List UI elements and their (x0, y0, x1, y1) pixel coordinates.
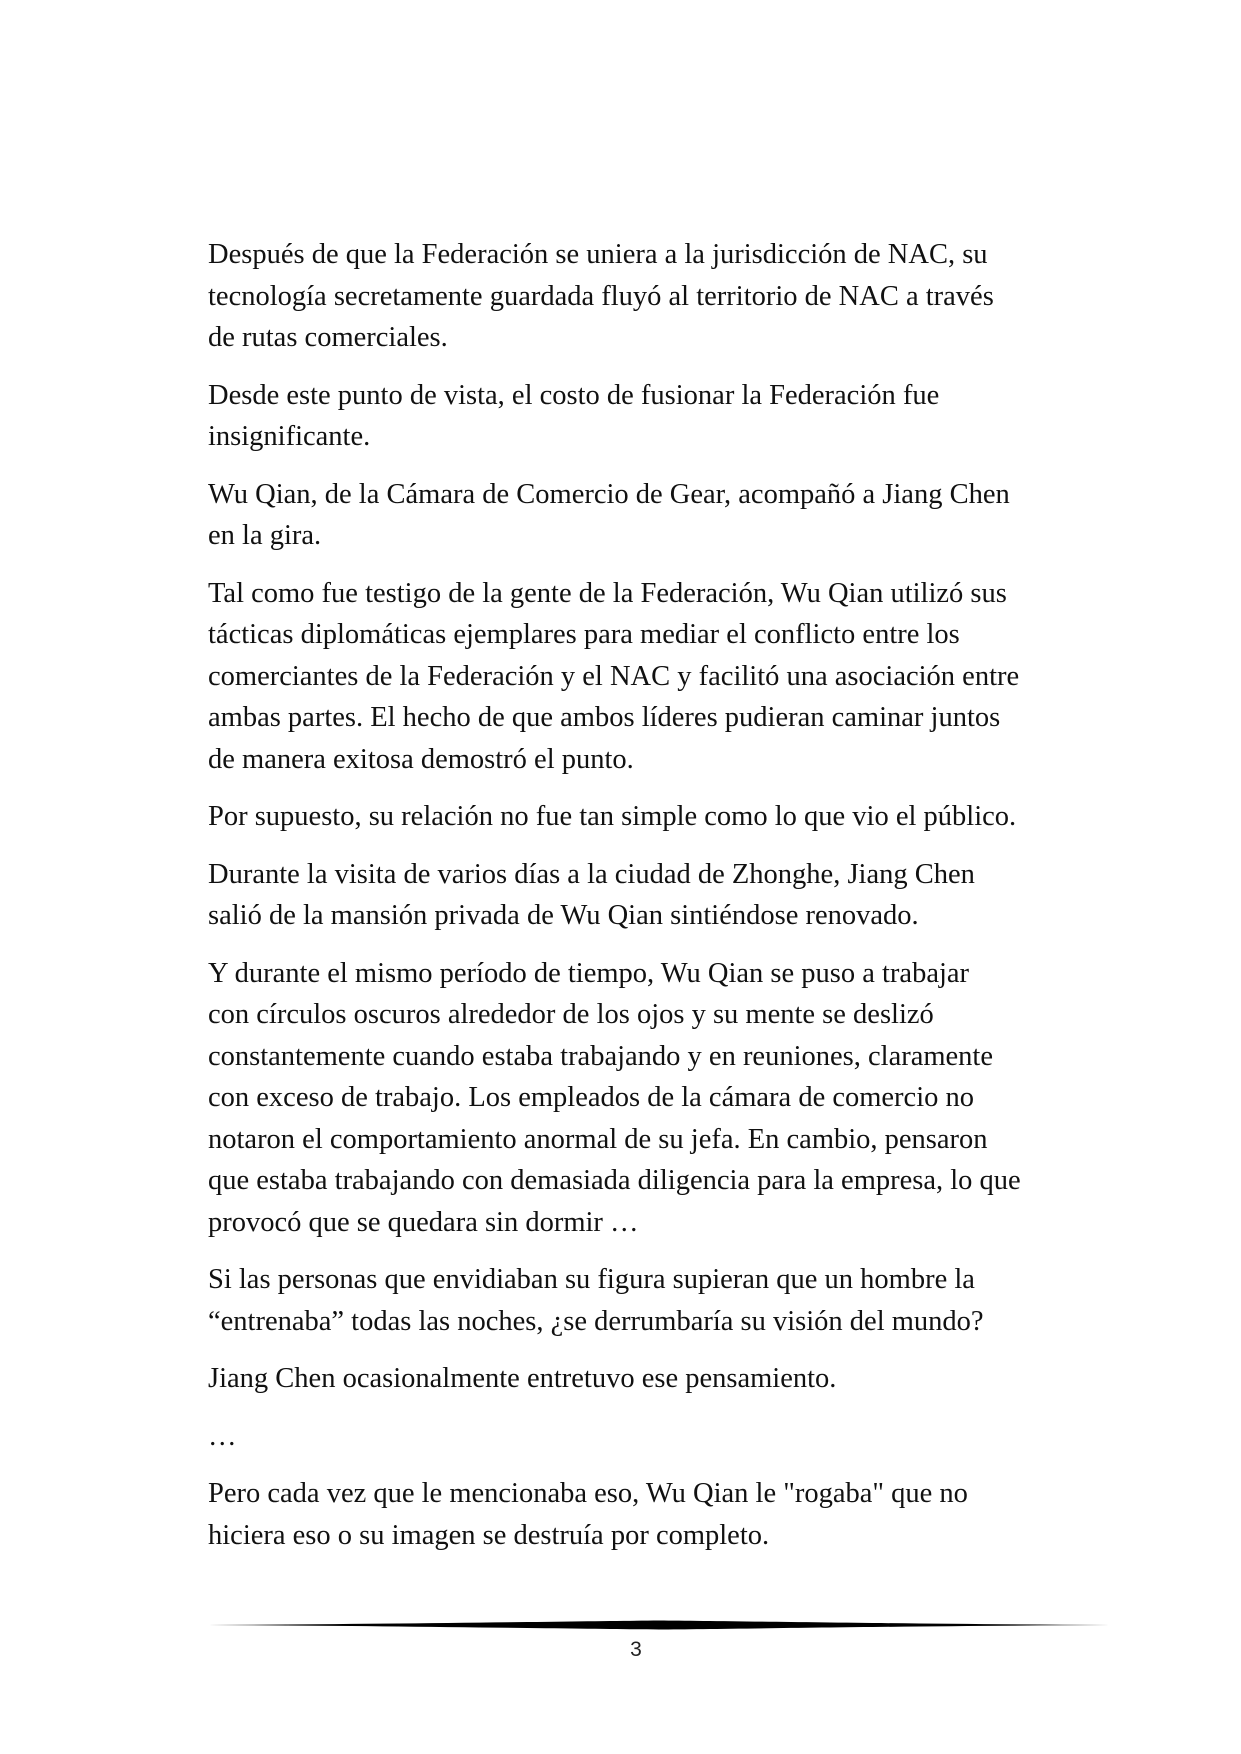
paragraph-8: Si las personas que envidiaban su figura supieran que un hombre la “entrenaba” todas las noches, ¿se derrumbaría su visión del mundo? (208, 1264, 984, 1337)
paragraph-9: Jiang Chen ocasionalmente entretuvo ese pensamiento. (208, 1363, 837, 1394)
paragraph-10: … (208, 1420, 237, 1452)
paragraph-3: Wu Qian, de la Cámara de Comercio de Gear, acompañó a Jiang Chen en la gira. (208, 478, 1010, 551)
page-number: 3 (630, 1638, 642, 1661)
paragraph-5: Por supuesto, su relación no fue tan simple como lo que vio el público. (208, 801, 1017, 832)
paragraph-4: Tal como fue testigo de la gente de la Federación, Wu Qian utilizó sus tácticas diplomáticas ejemplares para mediar el conflicto entre los comerciantes de la Federación y el NAC y facilitó una asociación entre ambas partes. El hecho de que ambos líderes pudieran caminar juntos de manera exitosa demostró el punto. (208, 577, 1020, 775)
footer-divider (208, 1618, 1110, 1632)
paragraph-1: Después de que la Federación se uniera a la jurisdicción de NAC, su tecnología secretamente guardada fluyó al territorio de NAC a través de rutas comerciales. (208, 239, 994, 353)
paragraph-2: Desde este punto de vista, el costo de fusionar la Federación fue insignificante. (208, 379, 940, 452)
paragraph-6: Durante la visita de varios días a la ciudad de Zhonghe, Jiang Chen salió de la mansión privada de Wu Qian sintiéndose renovado. (208, 858, 975, 931)
paragraph-7: Y durante el mismo período de tiempo, Wu Qian se puso a trabajar con círculos oscuros alrededor de los ojos y su mente se deslizó constantemente cuando estaba trabajando y en reuniones, claramente con exceso de trabajo. Los empleados de la cámara de comercio no notaron el comportamiento anormal de su jefa. En cambio, pensaron que estaba trabajando con demasiada diligencia para la empresa, lo que provocó que se quedara sin dormir … (208, 957, 1021, 1238)
paragraph-11: Pero cada vez que le mencionaba eso, Wu Qian le "rogaba" que no hiciera eso o su imagen se destruía por completo. (208, 1478, 968, 1551)
body-text (208, 234, 1078, 1572)
